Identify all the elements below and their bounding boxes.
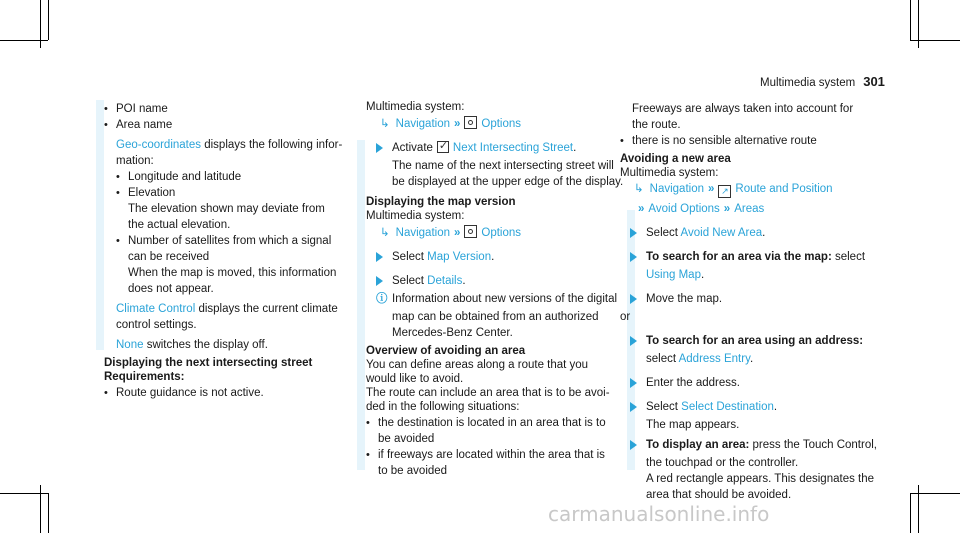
text: To search for an area using an address: [646,335,864,347]
route-icon: ↗ [718,185,731,198]
text: Multimedia system: [366,210,465,222]
climate-control-link[interactable]: Climate Control [116,303,196,315]
text: A red rectangle appears. This designates the [646,473,875,485]
crop-mark [910,493,911,533]
text: the route. [632,119,681,131]
details-link[interactable]: Details [427,275,463,287]
text: area that should be avoided. [646,489,792,501]
column-2 [366,100,626,480]
chevron-right-icon: » [707,183,715,195]
text: the actual elevation. [128,219,231,231]
text: Information about new versions of the digital [392,293,618,305]
text: Select [392,275,424,287]
text: The route can include an area that is to be avoi- [366,387,610,399]
text: Multimedia system: [366,101,465,113]
column-3 [620,100,900,504]
step-arrow-icon [376,276,383,286]
text: Select [646,227,678,239]
chevron-right-icon: » [723,203,731,215]
text: select [831,251,866,263]
margin-stripe [357,140,365,470]
text: To search for an area via the map: [646,251,832,263]
margin-stripe [96,100,104,350]
text: Activate [392,142,433,154]
info-icon: ⓘ [376,293,388,305]
text: to be avoided [378,465,448,477]
menu-path [366,225,626,240]
return-arrow-icon: ↳ [634,183,644,195]
options-link[interactable]: Options [481,118,522,130]
step [620,376,900,390]
step-arrow-icon [630,440,637,450]
text: be displayed at the upper edge of the display. [392,176,624,188]
text: The name of the next intersecting street will [392,160,614,172]
page-header [760,75,885,90]
step [620,438,900,452]
text: When the map is moved, this information [128,267,337,279]
chevron-right-icon: » [638,203,645,215]
column-1 [104,100,344,402]
text: mation: [116,155,154,167]
step: Select Map Version. [366,250,626,264]
section-title: Multimedia system [760,77,856,89]
list-item: • there is no sensible alternative route [620,134,900,148]
step: Select Avoid New Area. [620,226,900,240]
route-and-position-link[interactable]: Route and Position [735,183,833,195]
list-item: • Area name [104,118,344,132]
none-link[interactable]: None [116,339,144,351]
options-link[interactable]: Options [481,227,522,239]
step-arrow-icon [630,336,637,346]
paragraph [104,138,344,152]
section-heading: Avoiding a new area [620,153,731,165]
gear-icon [464,116,477,129]
chevron-right-icon: » [453,227,461,239]
menu-path [366,116,626,131]
menu-path [620,182,900,198]
text: the touchpad or the controller. [646,457,799,469]
step [620,250,900,264]
paragraph: Using Map. [646,269,705,281]
watermark: carmanualsonline.info [548,502,770,526]
using-map-link[interactable]: Using Map [646,269,701,281]
step-arrow-icon [630,294,637,304]
list-item: • Route guidance is not active. [104,386,344,400]
requirements-heading: Requirements: [104,371,185,383]
text: press the Touch Control, [749,439,877,451]
crop-mark [0,493,48,494]
text: displays the current climate [195,303,338,315]
avoid-new-area-link[interactable]: Avoid New Area [680,227,763,239]
text: You can define areas along a route that you [366,359,589,371]
step: Select Details. [366,274,626,288]
list-item: • Elevation [104,186,344,200]
return-arrow-icon: ↳ [380,118,390,130]
map-version-link[interactable]: Map Version [427,251,492,263]
list-item: • Number of satellites from which a signal [104,234,344,248]
text: Mercedes-Benz Center. [392,327,513,339]
section-heading: Displaying the map version [366,196,516,208]
paragraph: select Address Entry. [646,353,754,365]
areas-link[interactable]: Areas [734,203,765,215]
address-entry-link[interactable]: Address Entry [678,353,750,365]
step: Select Select Destination. [620,400,900,414]
crop-mark [48,493,49,533]
crop-mark [48,0,49,40]
step-arrow-icon [630,228,637,238]
text: map can be obtained from an authorized [392,311,599,323]
navigation-link[interactable]: Navigation [649,183,704,195]
avoid-options-link[interactable]: Avoid Options [648,203,720,215]
crop-mark [910,0,911,40]
step-arrow-icon [630,252,637,262]
text: Enter the address. [646,377,740,389]
crop-mark [910,40,960,41]
info-note [366,292,626,306]
text: Select [646,401,678,413]
step [620,292,900,306]
navigation-link[interactable]: Navigation [395,118,450,130]
list-item: • Longitude and latitude [104,170,344,184]
step [620,334,900,348]
text: displays the following infor- [201,139,343,151]
text: select [646,353,679,365]
checkbox-icon [437,141,449,153]
text: Move the map. [646,293,723,305]
list-item: • if freeways are located within the area that is [366,448,626,462]
text: Freeways are always taken into account for [632,103,854,115]
text: does not appear. [128,283,214,295]
step: Activate✓ Next Intersecting Street. [366,141,626,155]
step-arrow-icon [376,252,383,262]
navigation-link[interactable]: Navigation [395,227,450,239]
section-heading: Displaying the next intersecting street [104,357,313,369]
text: switches the display off. [143,339,268,351]
select-destination-link[interactable]: Select Destination [681,401,774,413]
paragraph [104,338,344,352]
menu-path [620,202,900,216]
text: control settings. [116,319,197,331]
text: To display an area: [646,439,750,451]
paragraph [104,302,344,316]
list-item: • POI name [104,102,344,116]
text: Select [392,251,424,263]
gear-icon [464,225,477,238]
text: can be received [128,251,210,263]
return-arrow-icon: ↳ [380,227,390,239]
step-arrow-icon [630,378,637,388]
section-heading: Overview of avoiding an area [366,345,526,357]
text: The map appears. [646,419,740,431]
text: Multimedia system: [620,167,719,179]
chevron-right-icon: » [453,118,461,130]
text: ded in the following situations: [366,401,520,413]
step-arrow-icon [376,143,383,153]
text: would like to avoid. [366,373,464,385]
text: be avoided [378,433,435,445]
text: The elevation shown may deviate from [128,203,325,215]
crop-mark [910,493,960,494]
step-arrow-icon [630,402,637,412]
geo-coordinates-link[interactable]: Geo-coordinates [116,139,202,151]
next-intersecting-street-link[interactable]: Next Intersecting Street [452,142,574,154]
page-number: 301 [863,74,885,89]
text: or [620,311,631,323]
crop-mark [0,40,48,41]
list-item: • the destination is located in an area that is to [366,416,626,430]
